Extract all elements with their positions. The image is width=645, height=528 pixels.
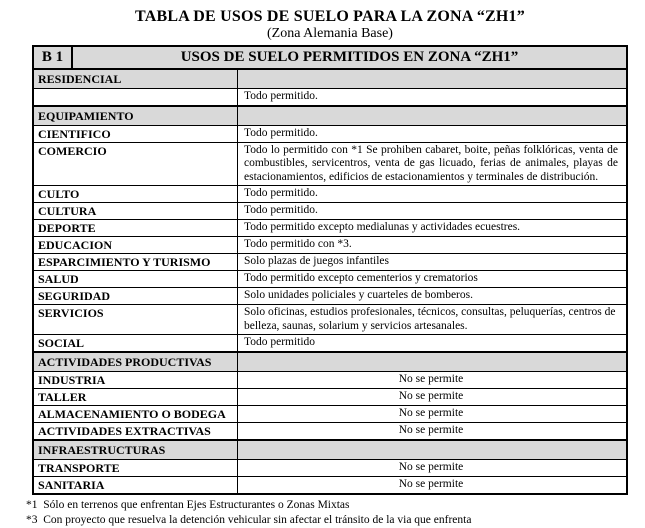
row-value: Todo permitido. xyxy=(244,187,318,199)
footnotes-block xyxy=(26,498,628,528)
row-value: No se permite xyxy=(398,461,464,473)
document-subtitle: (Zona Alemania Base) xyxy=(267,26,393,41)
table-row xyxy=(34,476,626,493)
table-row xyxy=(34,405,626,422)
row-label: EDUCACION xyxy=(34,237,238,253)
table-title-cell: USOS DE SUELO PERMITIDOS EN ZONA “ZH1” xyxy=(180,49,519,65)
row-label: ALMACENAMIENTO O BODEGA xyxy=(34,406,238,422)
table-row xyxy=(34,125,626,142)
row-value: No se permite xyxy=(398,373,464,385)
row-value: Todo lo permitido con *1 Se prohiben cabaret, boite, peñas folklóricas, venta de combustibles, servicentros, venta de gas licuado, ferias de animales, playas de estacionamientos, edificios de estacionamientos y terminales de distribución. xyxy=(244,143,618,183)
row-label: RESIDENCIAL xyxy=(34,70,238,88)
row-value: Todo permitido excepto medialunas y actividades ecuestres. xyxy=(244,221,521,233)
row-label: ACTIVIDADES PRODUCTIVAS xyxy=(34,353,238,371)
row-value: Todo permitido. xyxy=(244,90,318,102)
table-row xyxy=(34,287,626,304)
table-row xyxy=(34,219,626,236)
table-row xyxy=(34,351,626,371)
row-label: SANITARIA xyxy=(34,477,238,493)
row-value xyxy=(238,70,626,88)
table-row xyxy=(34,388,626,405)
row-label: CIENTIFICO xyxy=(34,126,238,142)
footnote-3: *3 Con proyecto que resuelva la detención vehicular sin afectar el tránsito de la via que enfrenta xyxy=(26,514,472,526)
row-value: Solo unidades policiales y cuarteles de bomberos. xyxy=(244,289,473,301)
row-value: Todo permitido. xyxy=(244,126,318,139)
row-label: EQUIPAMIENTO xyxy=(34,107,238,125)
row-label: TRANSPORTE xyxy=(34,460,238,476)
table-header-row xyxy=(34,47,626,70)
row-label: COMERCIO xyxy=(34,143,238,186)
row-value: Todo permitido. xyxy=(244,204,318,216)
land-use-table xyxy=(32,45,628,495)
row-label: CULTO xyxy=(34,186,238,202)
row-value: Todo permitido xyxy=(244,336,316,348)
row-value: No se permite xyxy=(398,424,464,436)
row-label: CULTURA xyxy=(34,203,238,219)
row-label: SERVICIOS xyxy=(34,305,238,334)
table-row xyxy=(34,253,626,270)
table-row xyxy=(34,236,626,253)
table-row xyxy=(34,70,626,88)
table-row xyxy=(34,88,626,105)
row-label: SEGURIDAD xyxy=(34,288,238,304)
table-row xyxy=(34,202,626,219)
table-row xyxy=(34,185,626,202)
table-row xyxy=(34,439,626,459)
row-value xyxy=(238,441,626,459)
table-row xyxy=(34,105,626,125)
row-label: ACTIVIDADES EXTRACTIVAS xyxy=(34,423,238,439)
table-row xyxy=(34,334,626,351)
row-value: No se permite xyxy=(398,390,464,402)
row-label xyxy=(34,89,238,105)
row-value: No se permite xyxy=(398,478,464,490)
row-value xyxy=(238,353,626,371)
table-row xyxy=(34,459,626,476)
row-value: Solo oficinas, estudios profesionales, técnicos, consultas, peluquerías, centros de belleza, saunas, solarium y servicios artesanales. xyxy=(244,306,616,332)
table-row xyxy=(34,371,626,388)
row-value: No se permite xyxy=(398,407,464,419)
row-label: SALUD xyxy=(34,271,238,287)
row-label: ESPARCIMIENTO Y TURISMO xyxy=(34,254,238,270)
table-row xyxy=(34,422,626,439)
row-label: INFRAESTRUCTURAS xyxy=(34,441,238,459)
row-label: DEPORTE xyxy=(34,220,238,236)
table-row xyxy=(34,142,626,186)
footnote-1: *1 Sólo en terrenos que enfrentan Ejes Estructurantes o Zonas Mixtas xyxy=(26,499,350,511)
row-value xyxy=(238,107,626,125)
table-body xyxy=(34,70,626,493)
row-value: Todo permitido con *3. xyxy=(244,238,352,250)
table-row xyxy=(34,304,626,334)
row-label: SOCIAL xyxy=(34,335,238,351)
row-value: Solo plazas de juegos infantiles xyxy=(244,255,389,267)
table-row xyxy=(34,270,626,287)
row-label: TALLER xyxy=(34,389,238,405)
row-value: Todo permitido excepto cementerios y crematorios xyxy=(244,272,478,284)
document-title: TABLA DE USOS DE SUELO PARA LA ZONA “ZH1” xyxy=(135,8,525,25)
table-code-cell: B 1 xyxy=(34,47,73,68)
row-label: INDUSTRIA xyxy=(34,372,238,388)
